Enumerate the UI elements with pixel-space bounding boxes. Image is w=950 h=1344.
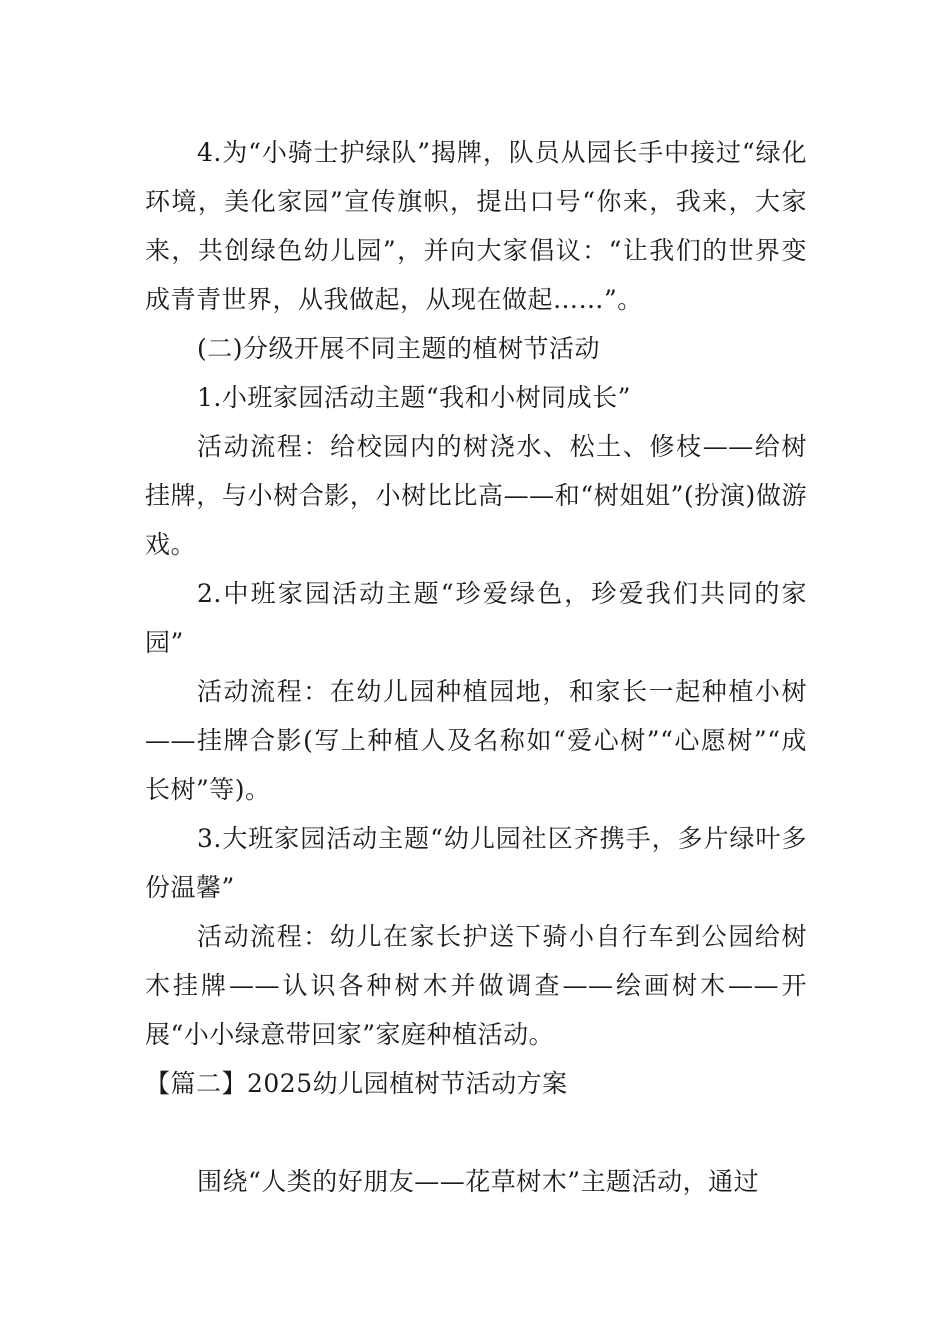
section-heading: 【篇二】2025幼儿园植树节活动方案 — [145, 1069, 568, 1098]
paragraph-big-class-theme: 3.大班家园活动主题“幼儿园社区齐携手，多片绿叶多份温馨” — [145, 824, 807, 902]
paragraph-ceremony: 4.为“小骑士护绿队”揭牌，队员从园长手中接过“绿化环境，美化家园”宣传旗帜，提出口号“你来，我来，大家来，共创绿色幼儿园”，并向大家倡议：“让我们的世界变成青青世界，从我做起，从现在做起……”。 — [145, 138, 807, 314]
paragraph-intro: 围绕“人类的好朋友——花草树木”主题活动，通过 — [197, 1167, 760, 1196]
paragraph-middle-class-theme: 2.中班家园活动主题“珍爱绿色，珍爱我们共同的家园” — [145, 579, 807, 657]
paragraph-middle-class-flow: 活动流程：在幼儿园种植园地，和家长一起种植小树——挂牌合影(写上种植人及名称如“爱心树”“心愿树”“成长树”等)。 — [145, 677, 807, 804]
paragraph-small-class-theme: 1.小班家园活动主题“我和小树同成长” — [197, 383, 631, 412]
paragraph-subheading: (二)分级开展不同主题的植树节活动 — [197, 334, 601, 363]
paragraph-small-class-flow: 活动流程：给校园内的树浇水、松土、修枝——给树挂牌，与小树合影，小树比比高——和“树姐姐”(扮演)做游戏。 — [145, 432, 807, 559]
paragraph-big-class-flow: 活动流程：幼儿在家长护送下骑小自行车到公园给树木挂牌——认识各种树木并做调查——绘画树木——开展“小小绿意带回家”家庭种植活动。 — [145, 922, 807, 1049]
